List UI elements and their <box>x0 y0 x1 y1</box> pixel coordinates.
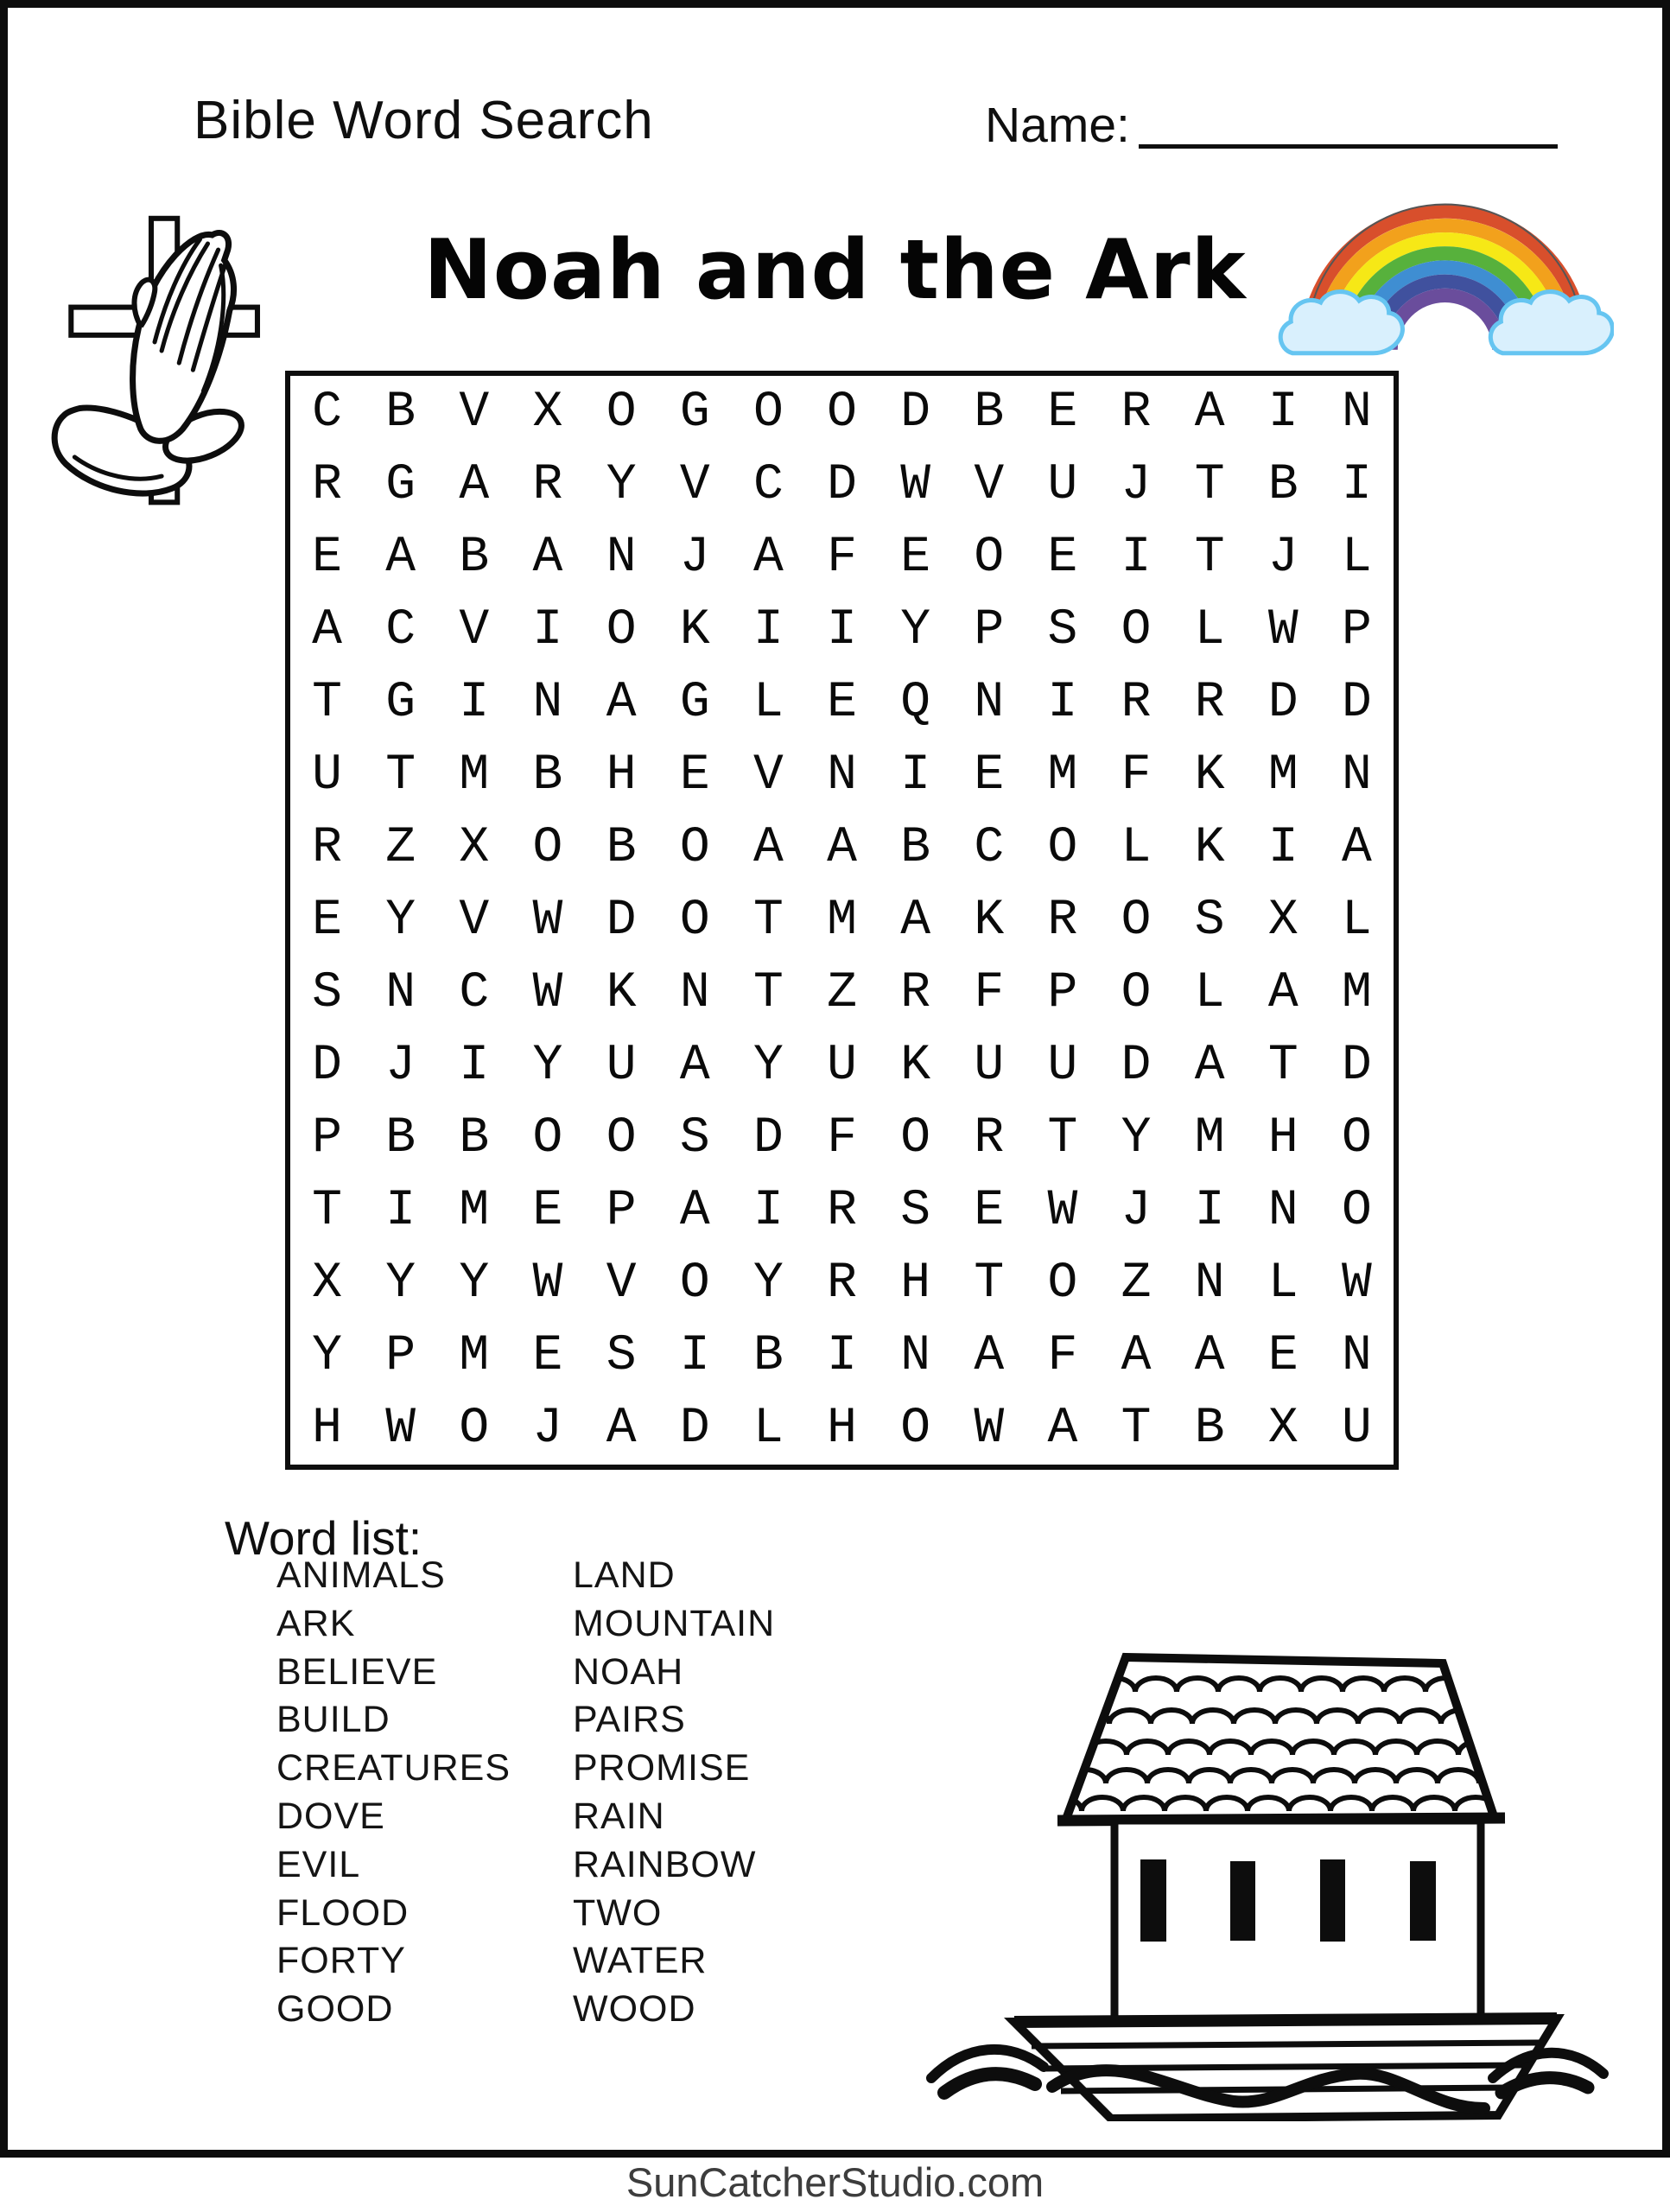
grid-letter: S <box>900 1182 931 1239</box>
grid-letter: V <box>459 384 490 441</box>
grid-letter: M <box>1267 747 1299 804</box>
grid-letter: O <box>532 1109 563 1166</box>
grid-letter: F <box>827 529 857 586</box>
grid-letter: D <box>752 1109 784 1166</box>
grid-letter: A <box>1194 1327 1225 1384</box>
grid-letter: U <box>1342 1400 1372 1457</box>
word-list-column-2 <box>573 1552 775 2034</box>
grid-letter: W <box>385 1400 416 1457</box>
grid-letter: A <box>1267 964 1299 1021</box>
word-list-item: WOOD <box>573 1988 696 2031</box>
praying-hands-icon <box>40 195 263 512</box>
grid-letter: Y <box>606 456 637 513</box>
grid-letter: A <box>752 529 784 586</box>
grid-letter: P <box>312 1109 342 1166</box>
grid-letter: G <box>385 674 416 731</box>
grid-letter: E <box>974 1182 1005 1239</box>
grid-letter: V <box>459 892 490 949</box>
grid-letter: B <box>1267 456 1299 513</box>
word-search-grid <box>285 371 1399 1470</box>
grid-letter: O <box>1047 1255 1078 1312</box>
grid-letter: Y <box>532 1037 563 1094</box>
grid-letter: P <box>606 1182 637 1239</box>
grid-letter: A <box>1121 1327 1152 1384</box>
grid-letter: I <box>752 1182 784 1239</box>
word-list-column-1 <box>276 1552 511 2034</box>
grid-letter: O <box>827 384 857 441</box>
grid-letter: R <box>1047 892 1078 949</box>
grid-letter: J <box>679 529 710 586</box>
grid-letter: T <box>312 674 342 731</box>
grid-letter: N <box>1267 1182 1299 1239</box>
grid-letter: I <box>1267 819 1299 876</box>
grid-letter: D <box>1342 674 1372 731</box>
grid-letter: S <box>606 1327 637 1384</box>
grid-letter: D <box>827 456 857 513</box>
grid-letter: O <box>679 819 710 876</box>
word-list-item: RAIN <box>573 1795 665 1837</box>
grid-letter: B <box>752 1327 784 1384</box>
grid-letter: C <box>752 456 784 513</box>
grid-letter: D <box>900 384 931 441</box>
grid-letter: A <box>827 819 857 876</box>
grid-letter: K <box>900 1037 931 1094</box>
grid-letter: E <box>312 892 342 949</box>
grid-letter: N <box>679 964 710 1021</box>
word-list-item: PAIRS <box>573 1699 686 1741</box>
grid-letter: B <box>459 529 490 586</box>
grid-letter: O <box>1342 1109 1372 1166</box>
name-label: Name: <box>985 98 1130 153</box>
grid-letter: C <box>312 384 342 441</box>
footer-site-name: SunCatcherStudio.com <box>625 2159 1045 2205</box>
grid-letter: O <box>1342 1182 1372 1239</box>
grid-letter: O <box>974 529 1005 586</box>
grid-letter: L <box>1342 529 1372 586</box>
grid-letter: R <box>900 964 931 1021</box>
cloud-left <box>1280 292 1402 353</box>
grid-letter: C <box>974 819 1005 876</box>
grid-letter: O <box>1121 601 1152 658</box>
grid-letter: N <box>974 674 1005 731</box>
grid-letter: H <box>1267 1109 1299 1166</box>
grid-letter: C <box>459 964 490 1021</box>
grid-letter: M <box>459 1327 490 1384</box>
grid-letter: N <box>900 1327 931 1384</box>
grid-letter: M <box>827 892 857 949</box>
grid-letter: Y <box>752 1255 784 1312</box>
grid-letter: V <box>752 747 784 804</box>
grid-letter: L <box>1194 964 1225 1021</box>
grid-letter: A <box>679 1037 710 1094</box>
grid-letter: W <box>1267 601 1299 658</box>
grid-letter: N <box>532 674 563 731</box>
grid-letter: I <box>679 1327 710 1384</box>
grid-letter: U <box>827 1037 857 1094</box>
rainbow-icon <box>1277 178 1614 358</box>
grid-letter: D <box>1342 1037 1372 1094</box>
grid-letter: L <box>1121 819 1152 876</box>
grid-letter: Z <box>1121 1255 1152 1312</box>
grid-letter: R <box>974 1109 1005 1166</box>
grid-letter: K <box>1194 819 1225 876</box>
grid-letter: E <box>312 529 342 586</box>
grid-letter: B <box>385 1109 416 1166</box>
grid-letter: N <box>1342 1327 1372 1384</box>
grid-letter: C <box>385 601 416 658</box>
grid-letter: I <box>459 1037 490 1094</box>
word-list-label: Word list: <box>225 1511 422 1565</box>
grid-letter: O <box>532 819 563 876</box>
word-list-item: DOVE <box>276 1795 385 1837</box>
grid-letter: I <box>1267 384 1299 441</box>
grid-letter: I <box>1121 529 1152 586</box>
grid-letter: Z <box>385 819 416 876</box>
grid-letter: A <box>679 1182 710 1239</box>
grid-letter: D <box>679 1400 710 1457</box>
grid-letter: S <box>679 1109 710 1166</box>
grid-letter: T <box>1267 1037 1299 1094</box>
grid-letter: P <box>385 1327 416 1384</box>
grid-letter: T <box>1121 1400 1152 1457</box>
grid-letter: L <box>752 674 784 731</box>
grid-letter: F <box>974 964 1005 1021</box>
grid-letter: B <box>900 819 931 876</box>
grid-letter: M <box>459 1182 490 1239</box>
grid-letter: I <box>385 1182 416 1239</box>
grid-letter: A <box>974 1327 1005 1384</box>
grid-letter: E <box>900 529 931 586</box>
grid-letter: W <box>1047 1182 1078 1239</box>
grid-letter: U <box>606 1037 637 1094</box>
grid-letter: A <box>606 674 637 731</box>
grid-letter: Q <box>900 674 931 731</box>
grid-letter: I <box>900 747 931 804</box>
grid-letter: T <box>312 1182 342 1239</box>
grid-letter: R <box>532 456 563 513</box>
grid-letter: A <box>1194 384 1225 441</box>
grid-letter: T <box>385 747 416 804</box>
noahs-ark-icon <box>914 1642 1618 2121</box>
grid-letter: V <box>459 601 490 658</box>
grid-letter: G <box>679 674 710 731</box>
grid-letter: A <box>532 529 563 586</box>
grid-letter: A <box>900 892 931 949</box>
grid-letter: N <box>827 747 857 804</box>
grid-letter: R <box>827 1182 857 1239</box>
grid-letter: H <box>606 747 637 804</box>
grid-letter: N <box>1342 747 1372 804</box>
grid-letter: R <box>827 1255 857 1312</box>
grid-letter: W <box>1342 1255 1372 1312</box>
grid-letter: T <box>974 1255 1005 1312</box>
word-list-item: FORTY <box>276 1940 406 1982</box>
grid-letter: O <box>900 1400 931 1457</box>
word-list-item: LAND <box>573 1554 676 1596</box>
word-list-item: CREATURES <box>276 1747 511 1789</box>
grid-letter: H <box>312 1400 342 1457</box>
grid-letter: J <box>385 1037 416 1094</box>
grid-letter: G <box>385 456 416 513</box>
grid-letter: K <box>606 964 637 1021</box>
grid-letter: T <box>752 892 784 949</box>
grid-letter: O <box>752 384 784 441</box>
grid-letter: N <box>1342 384 1372 441</box>
grid-letter: W <box>532 1255 563 1312</box>
grid-letter: P <box>1047 964 1078 1021</box>
word-list-item: ANIMALS <box>276 1554 446 1596</box>
grid-letter: T <box>1047 1109 1078 1166</box>
grid-letter: R <box>312 456 342 513</box>
grid-letter: I <box>1342 456 1372 513</box>
grid-letter: O <box>1121 964 1152 1021</box>
grid-letter: F <box>1121 747 1152 804</box>
grid-letter: R <box>1121 674 1152 731</box>
grid-letter: J <box>1121 1182 1152 1239</box>
grid-letter: Y <box>312 1327 342 1384</box>
word-list-item: GOOD <box>276 1988 394 2031</box>
grid-letter: J <box>1267 529 1299 586</box>
grid-letter: Y <box>1121 1109 1152 1166</box>
grid-letter: W <box>532 964 563 1021</box>
grid-letter: A <box>752 819 784 876</box>
grid-letter: E <box>827 674 857 731</box>
grid-letter: E <box>974 747 1005 804</box>
grid-letter: B <box>1194 1400 1225 1457</box>
grid-letter: Y <box>459 1255 490 1312</box>
grid-letter: X <box>459 819 490 876</box>
grid-letter: M <box>1194 1109 1225 1166</box>
grid-letter: Y <box>900 601 931 658</box>
grid-letter: A <box>1342 819 1372 876</box>
word-list-item: MOUNTAIN <box>573 1602 776 1644</box>
grid-letter: A <box>312 601 342 658</box>
word-list-item: NOAH <box>573 1650 684 1693</box>
grid-letter: T <box>1194 456 1225 513</box>
grid-letter: E <box>679 747 710 804</box>
grid-letter: G <box>679 384 710 441</box>
grid-letter: A <box>1194 1037 1225 1094</box>
grid-letter: O <box>900 1109 931 1166</box>
grid-letter: F <box>827 1109 857 1166</box>
grid-letter: W <box>974 1400 1005 1457</box>
grid-letter: B <box>532 747 563 804</box>
grid-letter: I <box>1047 674 1078 731</box>
grid-letter: M <box>1047 747 1078 804</box>
grid-letter: Z <box>827 964 857 1021</box>
grid-letter: D <box>1121 1037 1152 1094</box>
grid-letter: X <box>1267 892 1299 949</box>
grid-letter: H <box>827 1400 857 1457</box>
grid-letter: T <box>1194 529 1225 586</box>
puzzle-title: Noah and the Ark <box>423 223 1247 318</box>
grid-letter: A <box>385 529 416 586</box>
grid-letter: W <box>532 892 563 949</box>
grid-letter: J <box>1121 456 1152 513</box>
grid-letter: P <box>1342 601 1372 658</box>
grid-letter: U <box>312 747 342 804</box>
word-list-item: FLOOD <box>276 1891 410 1934</box>
grid-letter: O <box>606 1109 637 1166</box>
grid-letter: V <box>974 456 1005 513</box>
header-title: Bible Word Search <box>194 91 654 150</box>
grid-letter: J <box>532 1400 563 1457</box>
grid-letter: T <box>752 964 784 1021</box>
grid-letter: V <box>679 456 710 513</box>
word-list-item: ARK <box>276 1602 356 1644</box>
grid-letter: N <box>606 529 637 586</box>
word-list-item: EVIL <box>276 1843 361 1885</box>
word-list-item: WATER <box>573 1940 708 1982</box>
grid-letter: B <box>385 384 416 441</box>
grid-letter: E <box>532 1327 563 1384</box>
grid-letter: P <box>974 601 1005 658</box>
grid-letter: O <box>679 892 710 949</box>
grid-letter: I <box>459 674 490 731</box>
grid-letter: O <box>606 601 637 658</box>
grid-letter: W <box>900 456 931 513</box>
grid-letter: I <box>752 601 784 658</box>
grid-letter: L <box>1194 601 1225 658</box>
grid-letter: R <box>1121 384 1152 441</box>
grid-letter: O <box>1121 892 1152 949</box>
grid-letter: K <box>974 892 1005 949</box>
grid-letter: M <box>459 747 490 804</box>
grid-letter: K <box>1194 747 1225 804</box>
grid-letter: R <box>312 819 342 876</box>
grid-letter: U <box>974 1037 1005 1094</box>
grid-letter: H <box>900 1255 931 1312</box>
grid-letter: O <box>1047 819 1078 876</box>
grid-letter: I <box>827 601 857 658</box>
grid-letter: O <box>459 1400 490 1457</box>
grid-letter: D <box>312 1037 342 1094</box>
grid-letter: I <box>1194 1182 1225 1239</box>
grid-letter: K <box>679 601 710 658</box>
grid-letter: Y <box>385 1255 416 1312</box>
grid-letter: O <box>606 384 637 441</box>
grid-letter: S <box>1047 601 1078 658</box>
grid-letter: E <box>1267 1327 1299 1384</box>
grid-letter: U <box>1047 456 1078 513</box>
grid-letter: N <box>385 964 416 1021</box>
word-list-item: BUILD <box>276 1699 391 1741</box>
grid-letter: V <box>606 1255 637 1312</box>
grid-letter: A <box>1047 1400 1078 1457</box>
grid-letter: I <box>532 601 563 658</box>
grid-letter: S <box>1194 892 1225 949</box>
grid-letter: Y <box>752 1037 784 1094</box>
grid-letter: E <box>1047 384 1078 441</box>
grid-letter: B <box>974 384 1005 441</box>
grid-letter: B <box>606 819 637 876</box>
grid-letter: A <box>459 456 490 513</box>
grid-letter: F <box>1047 1327 1078 1384</box>
name-input-line[interactable] <box>1139 95 1558 149</box>
grid-letter: U <box>1047 1037 1078 1094</box>
word-list-item: PROMISE <box>573 1747 751 1789</box>
grid-letter: E <box>1047 529 1078 586</box>
word-list-item: RAINBOW <box>573 1843 757 1885</box>
word-list-item: BELIEVE <box>276 1650 438 1693</box>
word-list-item: TWO <box>573 1891 663 1934</box>
grid-letter: D <box>1267 674 1299 731</box>
grid-letter: X <box>312 1255 342 1312</box>
grid-letter: R <box>1194 674 1225 731</box>
grid-letter: A <box>606 1400 637 1457</box>
grid-letter: B <box>459 1109 490 1166</box>
grid-letter: Y <box>385 892 416 949</box>
grid-letter: X <box>532 384 563 441</box>
grid-letter: L <box>752 1400 784 1457</box>
grid-letter: L <box>1342 892 1372 949</box>
grid-letter: I <box>827 1327 857 1384</box>
grid-letter: S <box>312 964 342 1021</box>
grid-letter: E <box>532 1182 563 1239</box>
grid-letter: N <box>1194 1255 1225 1312</box>
grid-letter: M <box>1342 964 1372 1021</box>
grid-letter: D <box>606 892 637 949</box>
grid-letter: O <box>679 1255 710 1312</box>
grid-letter: L <box>1267 1255 1299 1312</box>
grid-letter: X <box>1267 1400 1299 1457</box>
